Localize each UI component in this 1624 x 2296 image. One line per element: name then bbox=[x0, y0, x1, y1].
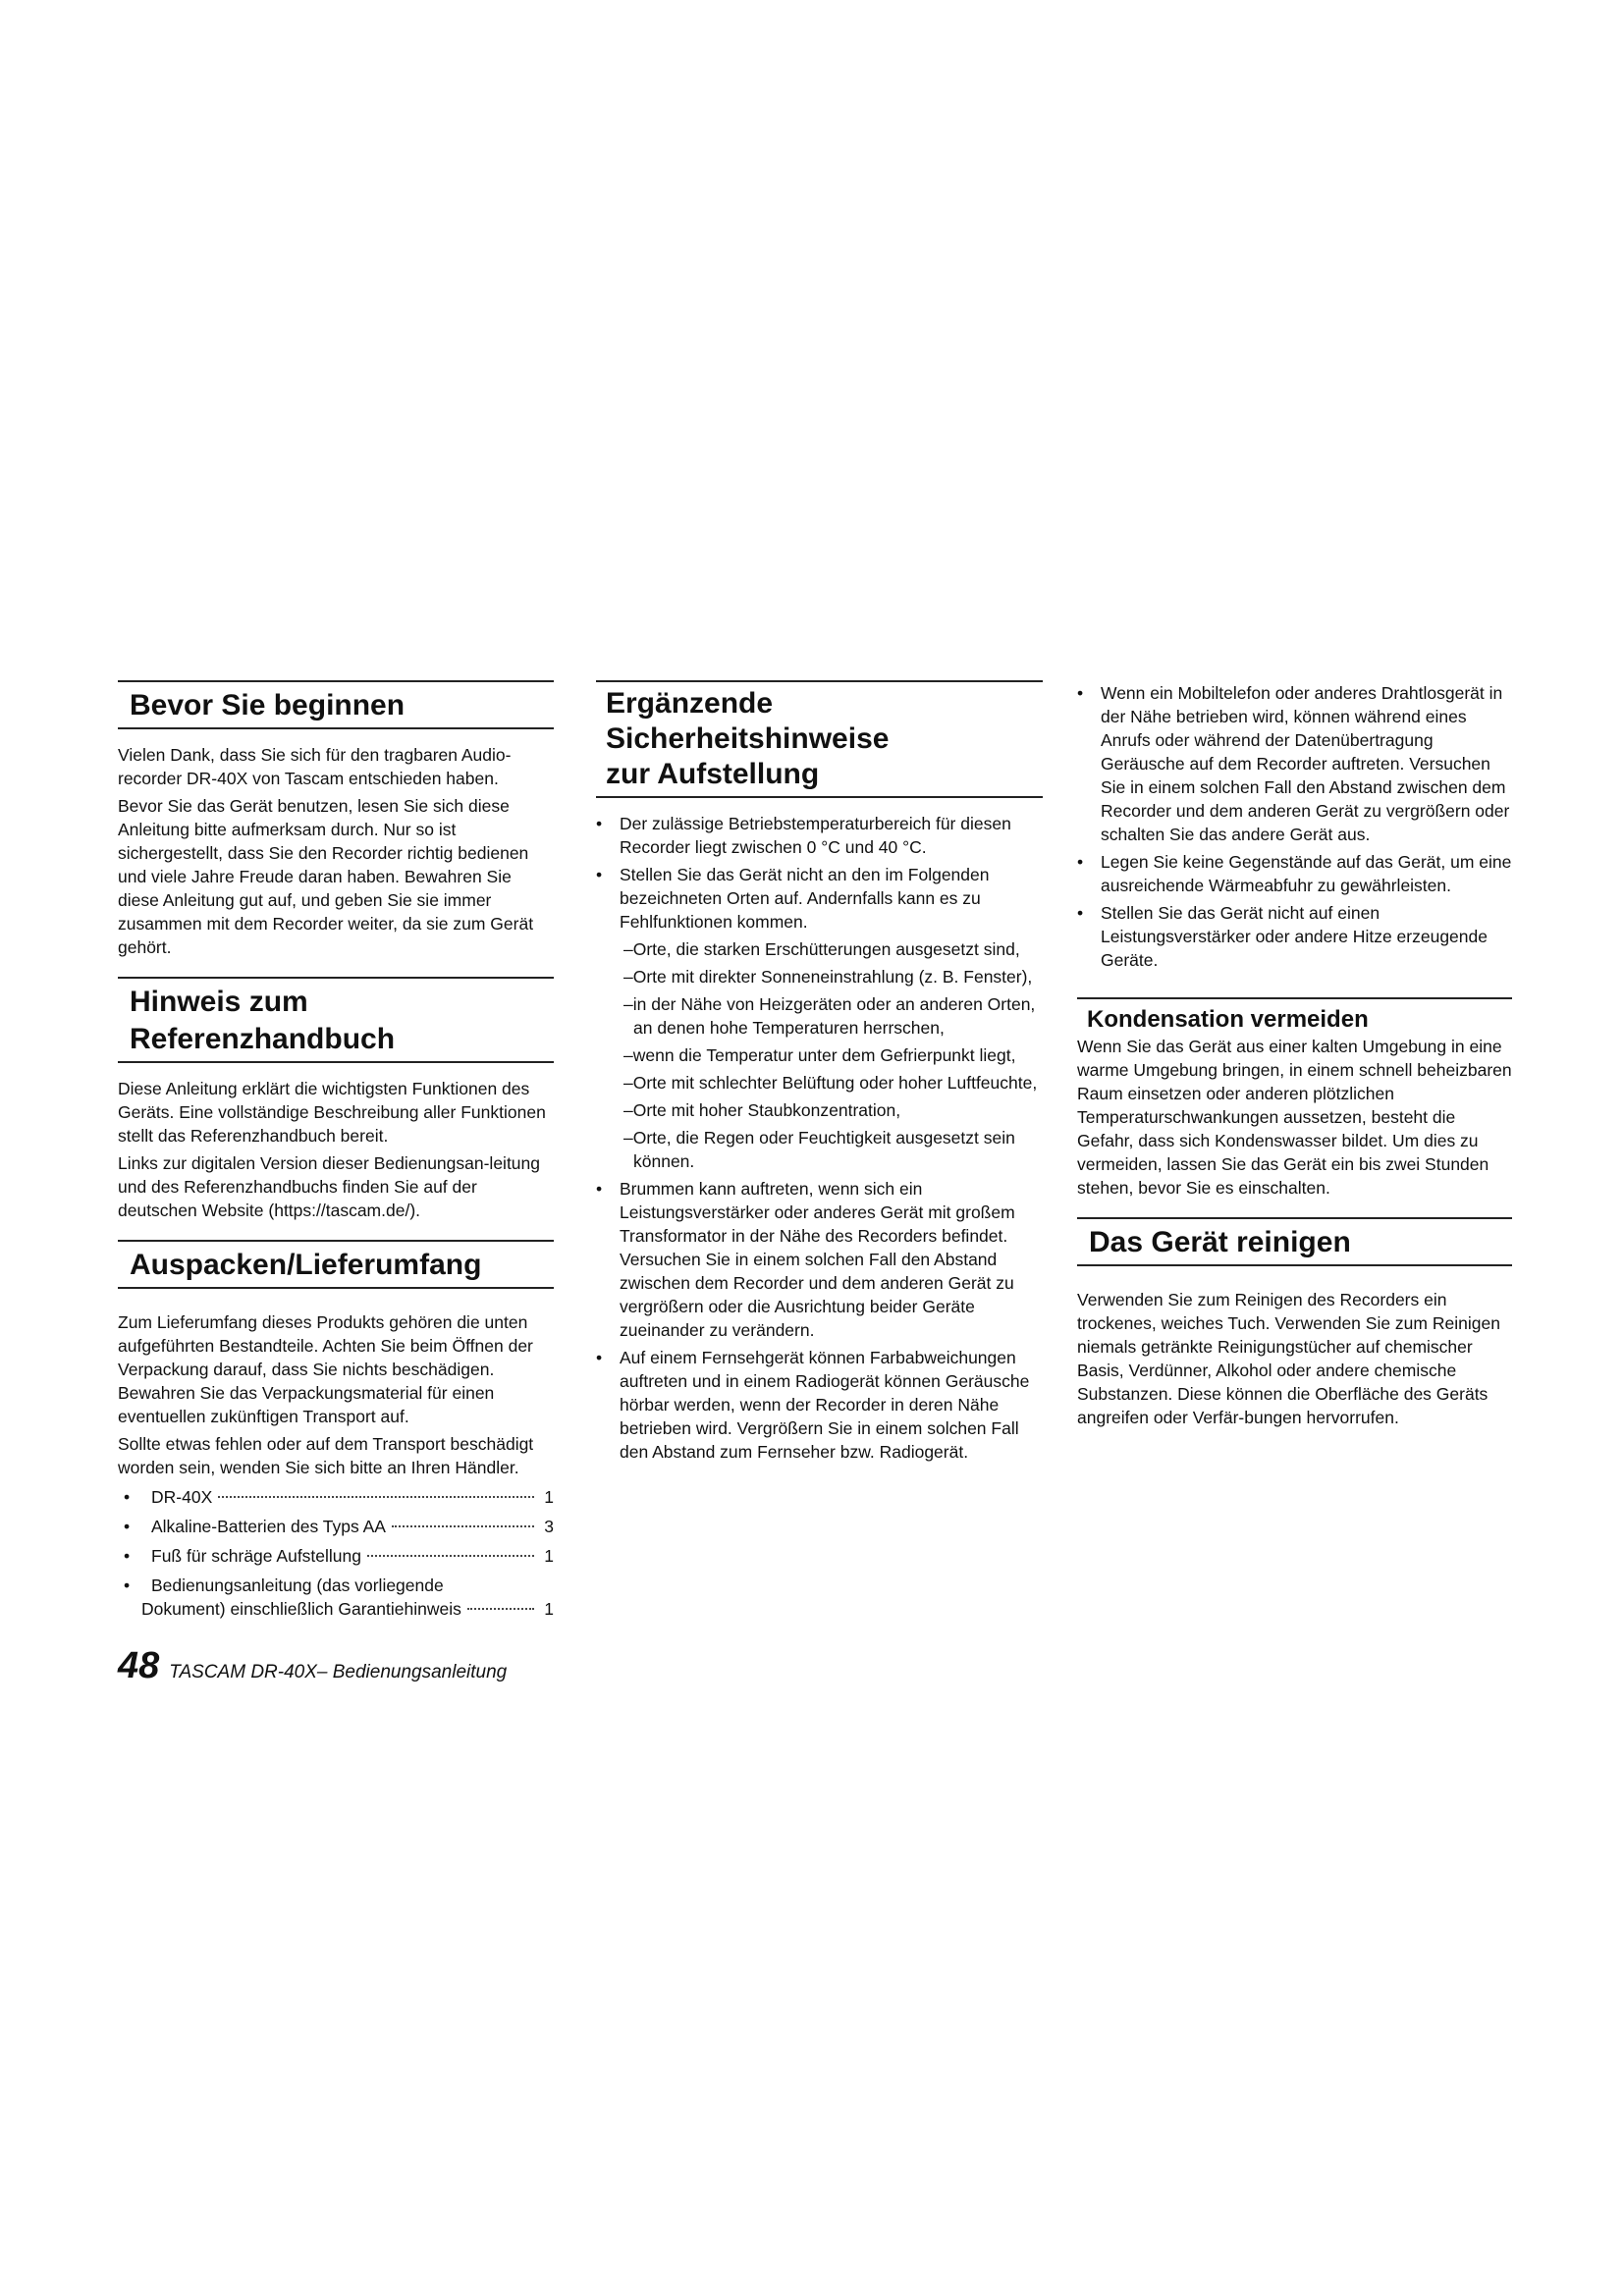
bullet: • bbox=[596, 865, 603, 884]
bullet: • bbox=[596, 1348, 603, 1367]
list-item-text: Der zulässige Betriebstemperaturbereich für diesen Recorder liegt zwischen 0 °C und 40 °C. bbox=[620, 814, 1011, 857]
item-qty: 1 bbox=[544, 1599, 554, 1619]
bullet: • bbox=[124, 1546, 131, 1566]
sub-list-item: –Orte, die Regen oder Feuchtigkeit ausgesetzt sein können. bbox=[623, 1128, 1015, 1171]
paragraph: Links zur digitalen Version dieser Bedienungsan-leitung und des Referenzhandbuchs finden Sie auf der deutschen Website (https://tascam.de/). bbox=[118, 1153, 540, 1220]
list-item bbox=[118, 1574, 554, 1621]
paragraph: Verwenden Sie zum Reinigen des Recorders ein trockenes, weiches Tuch. Verwenden Sie zum Reinigen niemals getränkte Reinigungstücher auf chemischer Basis, Verdünner, Alkohol oder andere chemische Substanzen. Diese können die Oberfläche des Geräts angreifen oder Verfär-bungen hervorrufen. bbox=[1077, 1290, 1500, 1427]
dot-leader bbox=[367, 1555, 534, 1557]
heading-line: zur Aufstellung bbox=[606, 758, 820, 790]
item-label: Dokument) einschließlich Garantiehinweis bbox=[141, 1599, 461, 1619]
bullet: • bbox=[1077, 903, 1084, 923]
heading-reinigen: Das Gerät reinigen bbox=[1077, 1217, 1512, 1266]
safety-list-continued bbox=[1077, 681, 1512, 972]
sub-list-item: –Orte mit hoher Staubkonzentration, bbox=[623, 1100, 901, 1120]
paragraph: Wenn Sie das Gerät aus einer kalten Umgebung in eine warme Umgebung bringen, in einem schnell beheizbaren Raum einsetzen oder anderen plötzlichen Temperaturschwankungen aussetzen, besteht die Gefahr, dass sich Kondenswasser bildet. Um dies zu vermeiden, lassen Sie das Gerät ein bis zwei Stunden stehen, bevor Sie es einschalten. bbox=[1077, 1037, 1512, 1198]
list-item bbox=[1077, 681, 1512, 846]
heading-referenzhandbuch: Hinweis zum Referenzhandbuch bbox=[118, 977, 554, 1063]
item-label: Alkaline-Batterien des Typs AA bbox=[151, 1517, 386, 1536]
column-middle bbox=[596, 680, 1043, 1468]
list-item bbox=[596, 1177, 1043, 1342]
item-qty: 1 bbox=[544, 1546, 554, 1566]
safety-list bbox=[596, 812, 1043, 1464]
bullet: • bbox=[124, 1575, 131, 1595]
list-item-text: Stellen Sie das Gerät nicht an den im Folgenden bezeichneten Orten auf. Andernfalls kann es zu Fehlfunktionen kommen. bbox=[620, 865, 990, 932]
list-item bbox=[1077, 901, 1512, 972]
list-item bbox=[118, 1485, 554, 1509]
item-qty: 3 bbox=[544, 1517, 554, 1536]
paragraph: Vielen Dank, dass Sie sich für den tragbaren Audio-recorder DR-40X von Tascam entschieden haben. bbox=[118, 745, 512, 788]
list-item-text: Brummen kann auftreten, wenn sich ein Leistungsverstärker oder anderes Gerät mit großem Transformator in der Nähe des Recorders befindet. Versuchen Sie in einem solchen Fall den Abstand zwischen dem Recorder und dem anderen Gerät zu vergrößern oder die Ausrichtung beider Geräte zueinander zu verändern. bbox=[620, 1179, 1015, 1340]
footer-text: TASCAM DR-40X– Bedienungsanleitung bbox=[169, 1662, 508, 1682]
column-right bbox=[1077, 681, 1512, 1433]
paragraph: Sollte etwas fehlen oder auf dem Transport beschädigt worden sein, wenden Sie sich bitte an Ihren Händler. bbox=[118, 1434, 534, 1477]
sub-list-item: –Orte mit schlechter Belüftung oder hoher Luftfeuchte, bbox=[623, 1073, 1038, 1093]
bullet: • bbox=[596, 1179, 603, 1199]
list-item bbox=[596, 1346, 1043, 1464]
page-number: 48 bbox=[118, 1645, 160, 1686]
sub-list-item: –wenn die Temperatur unter dem Gefrierpunkt liegt, bbox=[623, 1045, 1016, 1065]
item-label: DR-40X bbox=[151, 1487, 213, 1507]
heading-lieferumfang: Auspacken/Lieferumfang bbox=[118, 1240, 554, 1289]
list-item-text: Stellen Sie das Gerät nicht auf einen Leistungsverstärker oder andere Hitze erzeugende Geräte. bbox=[1101, 903, 1488, 970]
item-label: Bedienungsanleitung (das vorliegende bbox=[151, 1575, 444, 1595]
column-left bbox=[118, 680, 554, 1627]
heading-line: Ergänzende Sicherheitshinweise bbox=[606, 687, 890, 755]
list-item bbox=[118, 1544, 554, 1568]
paragraph: Bevor Sie das Gerät benutzen, lesen Sie sich diese Anleitung bitte aufmerksam durch. Nur so ist sichergestellt, dass Sie den Recorder richtig bedienen und viele Jahre Freude daran haben. Bewahren Sie diese Anleitung gut auf, und geben Sie sie immer zusammen mit dem Recorder weiter, da sie zum Gerät gehört. bbox=[118, 796, 534, 957]
item-qty: 1 bbox=[544, 1487, 554, 1507]
package-contents-list bbox=[118, 1485, 554, 1621]
dot-leader bbox=[392, 1525, 534, 1527]
dot-leader bbox=[218, 1496, 534, 1498]
page-footer bbox=[118, 1645, 507, 1687]
sub-list-item: –Orte mit direkter Sonneneinstrahlung (z. B. Fenster), bbox=[623, 967, 1033, 987]
paragraph: Diese Anleitung erklärt die wichtigsten Funktionen des Geräts. Eine vollständige Beschreibung aller Funktionen stellt das Referenzhandbuch bereit. bbox=[118, 1079, 546, 1146]
bullet: • bbox=[596, 814, 603, 833]
sub-list bbox=[620, 937, 1043, 1173]
list-item bbox=[596, 812, 1043, 859]
heading-kondensation: Kondensation vermeiden bbox=[1077, 997, 1512, 1035]
list-item bbox=[118, 1515, 554, 1538]
list-item bbox=[596, 863, 1043, 1173]
list-item-text: Auf einem Fernsehgerät können Farbabweichungen auftreten und in einem Radiogerät können Geräusche hörbar werden, wenn der Recorder in deren Nähe betrieben wird. Vergrößern Sie in einem solchen Fall den Abstand zum Fernseher bzw. Radiogerät. bbox=[620, 1348, 1030, 1462]
dot-leader bbox=[467, 1608, 534, 1610]
bullet: • bbox=[1077, 683, 1084, 703]
paragraph: Zum Lieferumfang dieses Produkts gehören die unten aufgeführten Bestandteile. Achten Sie beim Öffnen der Verpackung darauf, dass Sie nichts beschädigen. Bewahren Sie das Verpackungsmaterial für einen eventuellen zukünftigen Transport auf. bbox=[118, 1312, 533, 1426]
list-item-text: Wenn ein Mobiltelefon oder anderes Drahtlosgerät in der Nähe betrieben wird, können während eines Anrufs oder während der Datenübertragung Geräusche auf dem Recorder auftreten. Versuchen Sie in einem solchen Fall den Abstand zwischen dem Recorder und dem anderen Gerät zu vergrößern oder schalten Sie das andere Gerät aus. bbox=[1101, 683, 1510, 844]
bullet: • bbox=[124, 1517, 131, 1536]
list-item-text: Legen Sie keine Gegenstände auf das Gerät, um eine ausreichende Wärmeabfuhr zu gewährleisten. bbox=[1101, 852, 1512, 895]
sub-list-item: –in der Nähe von Heizgeräten oder an anderen Orten, an denen hohe Temperaturen herrschen, bbox=[623, 994, 1036, 1038]
item-label: Fuß für schräge Aufstellung bbox=[151, 1546, 361, 1566]
sub-list-item: –Orte, die starken Erschütterungen ausgesetzt sind, bbox=[623, 939, 1020, 959]
list-item bbox=[1077, 850, 1512, 897]
heading-sicherheitshinweise bbox=[596, 680, 1043, 798]
heading-bevor-sie-beginnen: Bevor Sie beginnen bbox=[118, 680, 554, 729]
bullet: • bbox=[1077, 852, 1084, 872]
bullet: • bbox=[124, 1487, 131, 1507]
